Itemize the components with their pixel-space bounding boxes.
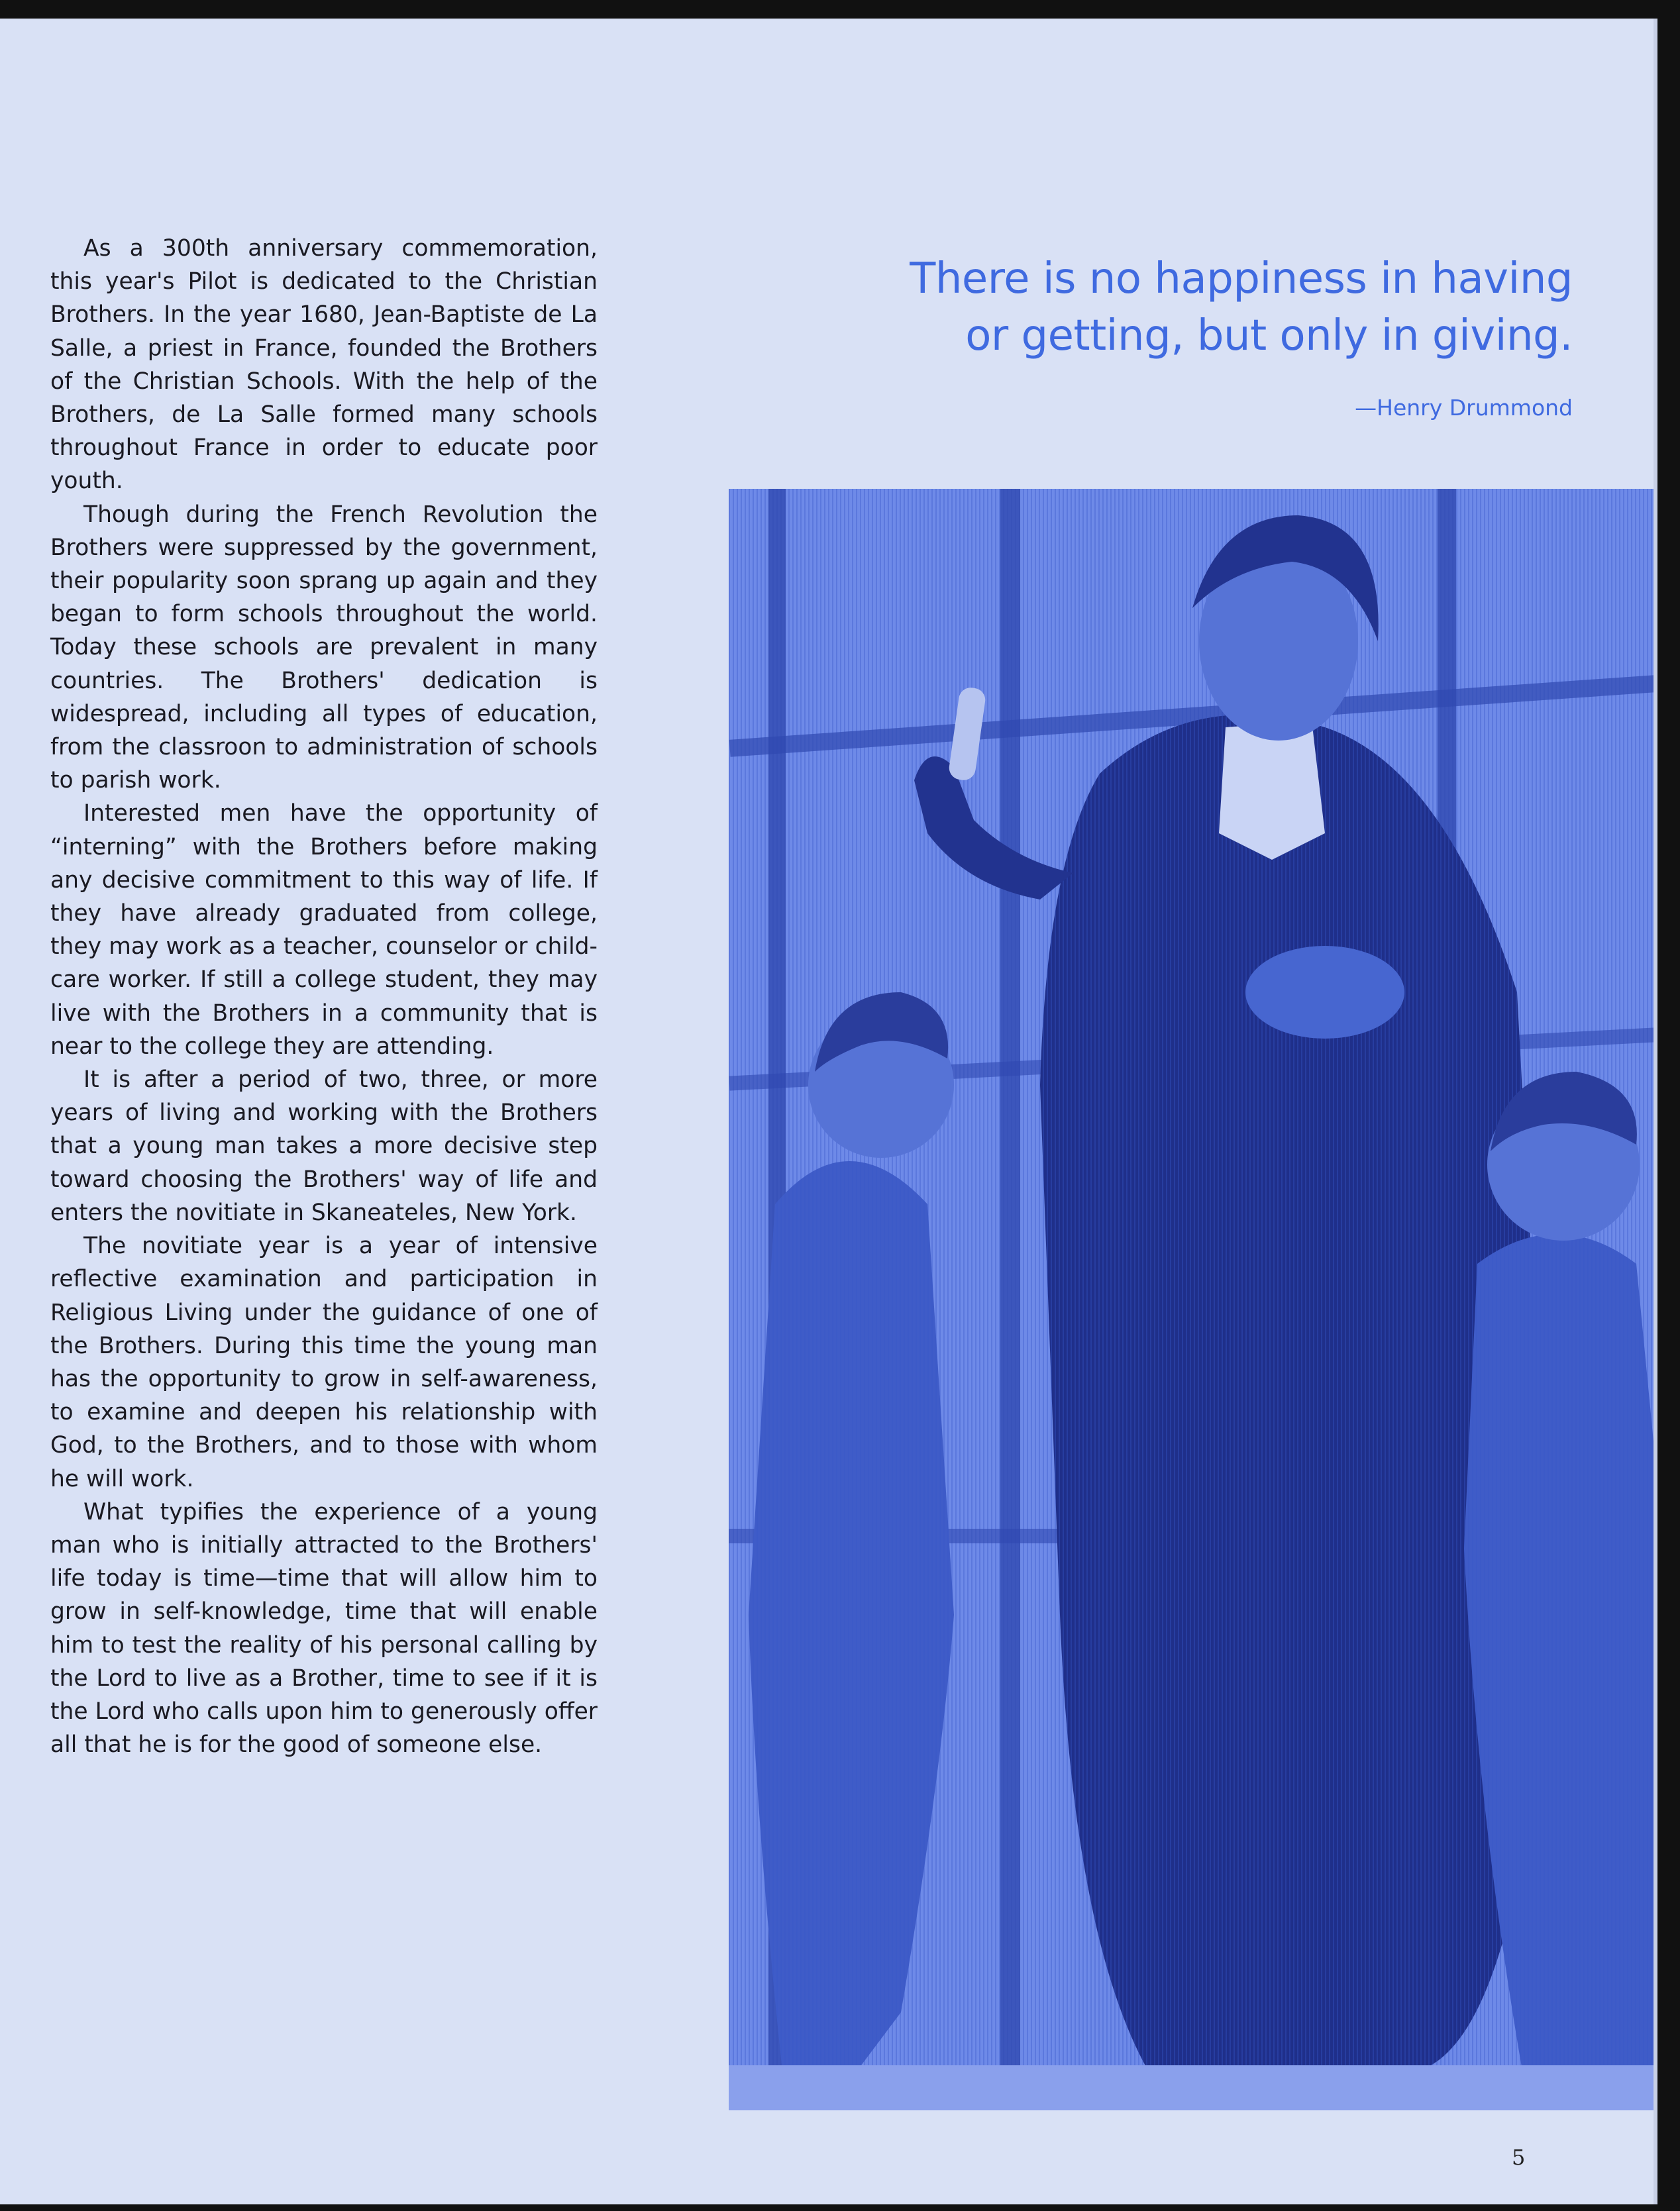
quote-line-1: There is no happiness in having xyxy=(910,254,1573,303)
quote-line-2: or getting, but only in giving. xyxy=(965,311,1573,360)
paragraph-3: Interested men have the opportunity of “interning” with the Brothers before making any decisive commitment to this way of life. If they have already graduated from college, they may work as a teacher, counselor or child-care worker. If still a college student, they may live with the Brothers in a community that is near to the college they are attending. xyxy=(50,800,598,1060)
paragraph-4: It is after a period of two, three, or more years of living and working with the Brothers that a young man takes a more decisive step toward choosing the Brothers' way of life and enters the novitiate in Skaneateles, New York. xyxy=(50,1066,598,1226)
quote-attribution: —Henry Drummond xyxy=(1355,395,1573,421)
paragraph-1: As a 300th anniversary commemoration, this year's Pilot is dedicated to the Christian Brothers. In the year 1680, Jean-Baptiste de La Salle, a priest in France, founded the Brothers of the Christian Schools. With the help of the Brothers, de La Salle formed many schools throughout France in order to educate poor youth. xyxy=(50,235,598,495)
statue-illustration xyxy=(729,489,1657,2110)
body-text-column xyxy=(50,232,598,1761)
paragraph-5: The novitiate year is a year of intensive reflective examination and participation in Religious Living under the guidance of one of the Brothers. During this time the young man has the opportunity to grow in self-awareness, to examine and deepen his relationship with God, to the Brothers, and to those with whom he will work. xyxy=(50,1233,598,1492)
paragraph-2: Though during the French Revolution the Brothers were suppressed by the government, their popularity soon sprang up again and they began to form schools throughout the world. Today these schools are prevalent in many countries. The Brothers' dedication is widespread, including all types of education, from the classroon to administration of schools to parish work. xyxy=(50,501,598,794)
page xyxy=(0,19,1657,2204)
paragraph-6: What typifies the experience of a young man who is initially attracted to the Brothers' life today is time—time that will allow him to grow in self-knowledge, time that will enable him to test the reality of his personal calling by the Lord to live as a Brother, time to see if it is the Lord who calls upon him to generously offer all that he is for the good of someone else. xyxy=(50,1498,598,1759)
statue-photo xyxy=(729,489,1657,2110)
pull-quote xyxy=(910,250,1573,364)
page-number: 5 xyxy=(1512,2145,1526,2170)
